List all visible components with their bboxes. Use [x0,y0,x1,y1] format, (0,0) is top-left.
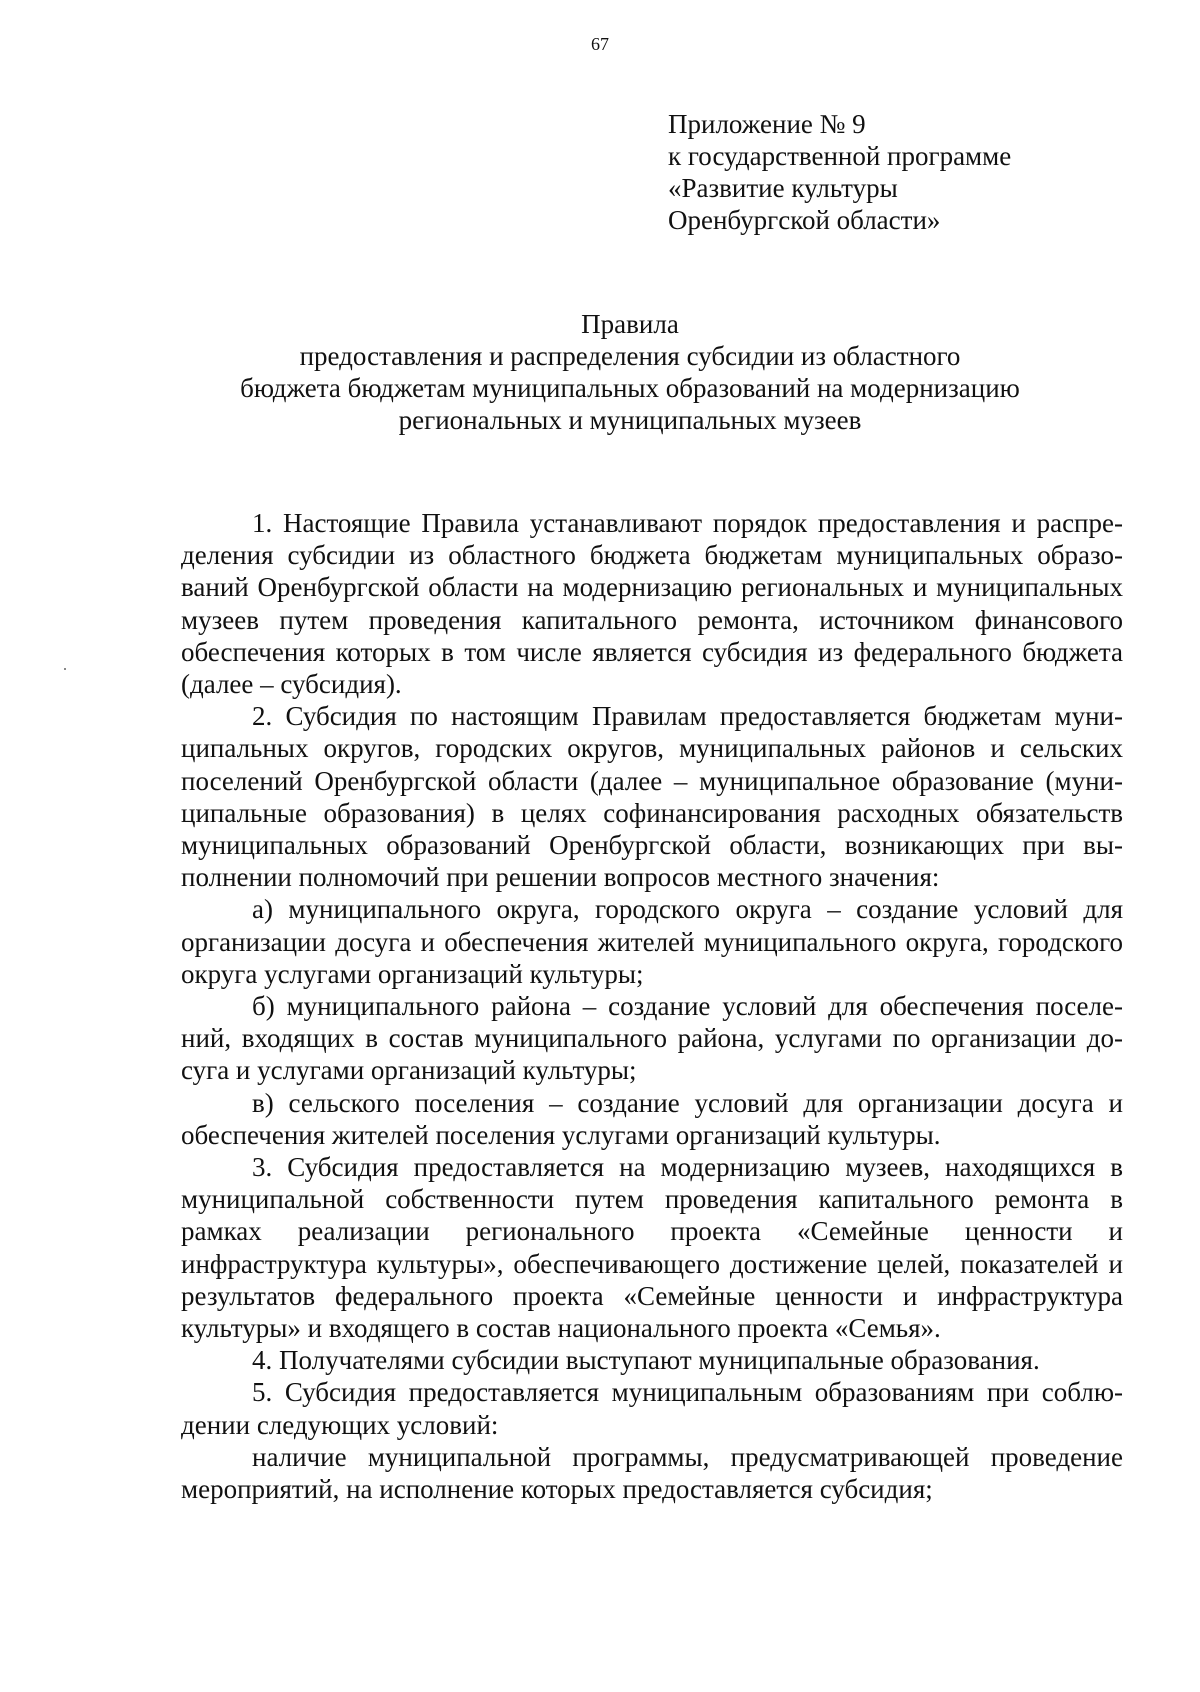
paragraph: 5. Субсидия предоставляется муниципальным образованиям при соблюдении следующих условий: [181,1377,1123,1440]
appendix-reference [668,108,1148,236]
paragraph: 1. Настоящие Правила устанавливают порядок предоставления и распределения субсидии из областного бюджета бюджетам муниципальных образований Оренбургской области на модернизацию региональных и муниципальных музеев путем проведения капитального ремонта, источником финансового обеспечения которых в том числе является субсидия из федерального бюджета (далее – субсидия). [181,508,1123,700]
document-body [181,507,1123,1505]
appendix-line: к государственной программе [668,141,1012,171]
scan-speck [64,668,66,670]
appendix-line: Приложение № 9 [668,109,866,139]
paragraph: 4. Получателями субсидии выступают муниципальные образования. [252,1345,1040,1376]
paragraph: 3. Субсидия предоставляется на модернизацию музеев, находящихся в муниципальной собственности путем проведения капитального ремонта в рамках реализации регионального проекта «Семейные ценности и инфраструктура культуры», обеспечивающего достижение целей, показателей и результатов федерального проекта «Семейные ценности и инфраструктура культуры» и входящего в состав национального проекта «Семья». [181,1152,1123,1344]
paragraph: наличие муниципальной программы, предусматривающей проведение мероприятий, на исполнение которых предоставляется субсидия; [181,1441,1123,1505]
appendix-line: «Развитие культуры [668,173,898,203]
title-line: бюджета бюджетам муниципальных образований на модернизацию [240,373,1020,403]
page-number: 67 [591,34,609,54]
paragraph: б) муниципального района – создание условий для обеспечения поселений, входящих в состав муниципального района, услугами по организации досуга и услугами организаций культуры; [181,991,1123,1086]
document-title [140,308,1120,436]
paragraph: 2. Субсидия по настоящим Правилам предоставляется бюджетам муниципальных округов, городских округов, муниципальных районов и сельских поселений Оренбургской области (далее – муниципальное образование (муниципальные образования) в целях софинансирования расходных обязательств муниципальных образований Оренбургской области, возникающих при выполнении полномочий при решении вопросов местного значения: [181,701,1123,893]
title-line: Правила [581,309,679,339]
paragraph: а) муниципального округа, городского округа – создание условий для организации досуга и обеспечения жителей муниципального округа, городского округа услугами организаций культуры; [181,894,1123,989]
paragraph: в) сельского поселения – создание условий для организации досуга и обеспечения жителей поселения услугами организаций культуры. [181,1087,1123,1150]
title-line: региональных и муниципальных музеев [398,405,862,435]
title-line: предоставления и распределения субсидии из областного [299,341,961,371]
appendix-line: Оренбургской области» [668,205,941,235]
